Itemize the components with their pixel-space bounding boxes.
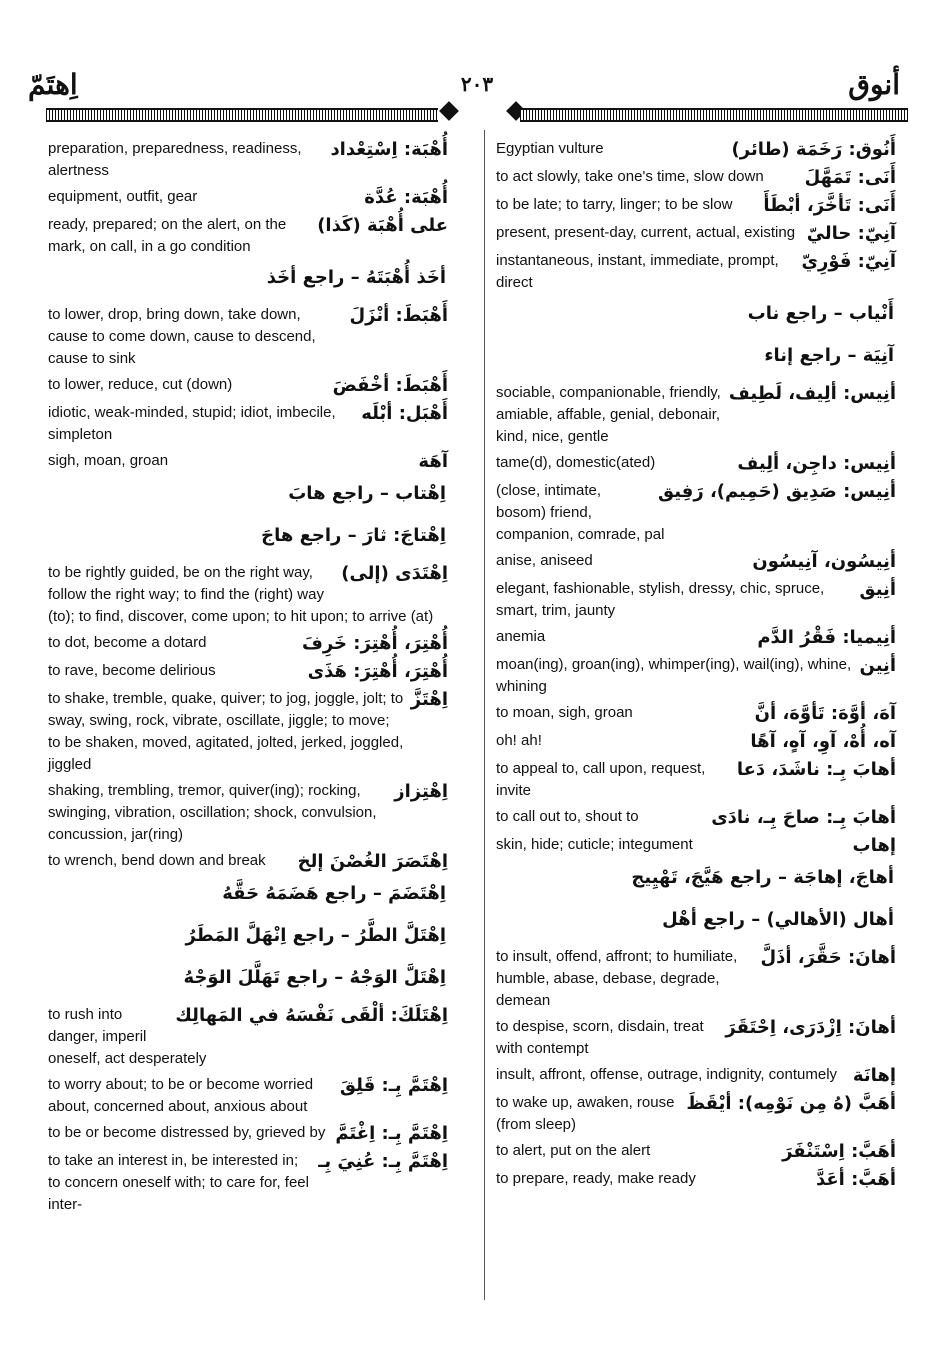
arabic-headword: أهانَ: اِزْدَرَى، اِحْتَقَرَ [725,1017,896,1038]
arabic-headword: اِهْتَلَّ الطَّرُ – راجع اِنْهَلَّ المَطَرُ [185,925,446,946]
dictionary-entry [496,862,896,898]
dictionary-entry [48,660,448,684]
dictionary-entry [496,452,896,476]
arabic-headword: أَنُوق: رَخَمَة (طائر) [731,139,896,160]
english-definition: idiotic, weak-minded, stupid; idiot, imbecile, simpleton [48,404,336,443]
arabic-headword: أهابَ بِـ: ناشَدَ، دَعا [736,759,896,780]
dictionary-entry [496,904,896,940]
arabic-headword: اِهْتَلَكَ: ألْقَى نَفْسَهُ في المَهالِك [175,1005,448,1026]
dictionary-entry [496,1092,896,1136]
dictionary-entry [496,138,896,162]
dictionary-entry [48,1004,448,1070]
arabic-headword: أَنَى: تَأخَّرَ، أبْطَأَ [763,195,896,216]
dictionary-entry [496,946,896,1012]
english-definition: to despise, scorn, disdain, treat with contempt [496,1018,704,1057]
english-definition: to call out to, shout to [496,808,639,825]
guide-word-left: اِهتَمّ [28,68,78,101]
dictionary-entry [48,562,448,628]
arabic-headword: أُهْتِرَ، أُهْتِرَ: هَذَى [307,661,448,682]
dictionary-entry [48,186,448,210]
dictionary-entry [496,758,896,802]
arabic-headword: أنِين [859,655,896,676]
english-definition: anemia [496,628,546,645]
header-rule-right [520,108,908,122]
arabic-headword: أهَبَّ: أعَدَّ [815,1169,896,1190]
arabic-headword: أهاجَ، إهاجَة – راجع هَيَّجَ، تَهْيِيج [631,867,894,888]
dictionary-entry [48,262,448,298]
dictionary-entry [496,702,896,726]
dictionary-entry [496,298,896,334]
arabic-headword: اِهْتَمَّ بِـ: اِغْتَمَّ [335,1123,448,1144]
dictionary-entry [496,480,896,546]
english-definition: to wake up, awaken, rouse (from sleep) [496,1094,675,1133]
arabic-headword: اِهْتَمَّ بِـ: عُنِيَ بِـ [318,1151,448,1172]
dictionary-entry [48,1074,448,1118]
arabic-headword: اِهْتَصَرَ الغُصْنَ إلخ [297,851,448,872]
dictionary-entry [496,340,896,376]
english-definition: shaking, trembling, tremor, quiver(ing); rocking, swinging, vibration, oscillation; shock, convulsion, concussion, jar(ring) [48,782,377,843]
right-column [496,138,896,1196]
english-definition: to be late; to tarry, linger; to be slow [496,196,733,213]
arabic-headword: أَنَى: تَمَهَّلَ [804,167,896,188]
arabic-headword: أنِيميا: فَقْرُ الدَّم [757,627,896,648]
english-definition: skin, hide; cuticle; integument [496,836,693,853]
arabic-headword: أخَذ أُهْبَتَهُ – راجع أخَذ [266,267,446,288]
arabic-headword: إهانَة [852,1065,896,1086]
guide-word-right: أنوق [848,68,900,101]
english-definition: moan(ing), groan(ing), whimper(ing), wail(ing), whine, whining [496,656,852,695]
arabic-headword: اِهْتِزاز [394,781,448,802]
english-definition: to wrench, bend down and break [48,852,266,869]
arabic-headword: أَهْبَل: أبْلَه [361,403,448,424]
dictionary-entry [496,730,896,754]
dictionary-entry [496,1168,896,1192]
dictionary-entry [496,1016,896,1060]
arabic-headword: أُهْبَة: اِسْتِعْداد [330,139,448,160]
english-definition: to rush into danger, imperil oneself, act desperately [48,1006,207,1067]
english-definition: elegant, fashionable, stylish, dressy, chic, spruce, smart, trim, jaunty [496,580,825,619]
arabic-headword: أنِيق [859,579,896,600]
arabic-headword: اِهْتَدَى (إلى) [341,563,448,584]
arabic-headword: آنِيّ: حاليّ [806,223,896,244]
english-definition: to act slowly, take one's time, slow down [496,168,764,185]
arabic-headword: أنِيس: صَدِيق (حَمِيم)، رَفِيق [657,481,896,502]
english-definition: to take an interest in, be interested in; to concern oneself with; to care for, feel inter- [48,1152,309,1213]
dictionary-entry [48,478,448,514]
dictionary-entry [496,626,896,650]
dictionary-entry [496,550,896,574]
english-definition: to moan, sigh, groan [496,704,633,721]
page-number: ٢٠٣ [460,72,494,96]
english-definition: to alert, put on the alert [496,1142,651,1159]
dictionary-entry [48,402,448,446]
arabic-headword: أُهْبَة: عُدَّة [364,187,448,208]
dictionary-entry [48,780,448,846]
arabic-headword: على أُهْبَة (كَذا) [317,215,448,236]
arabic-headword: أهانَ: حَقَّرَ، أذَلَّ [760,947,896,968]
arabic-headword: اِهْتاجَ: ثارَ – راجع هاجَ [261,525,446,546]
dictionary-entry [48,374,448,398]
dictionary-entry [496,1064,896,1088]
dictionary-entry [48,138,448,182]
english-definition: to lower, drop, bring down, take down, cause to come down, cause to descend, cause to sink [48,306,316,367]
dictionary-entry [496,222,896,246]
arabic-headword: أنِيسُون، آنِيسُون [752,551,896,572]
english-definition: to appeal to, call upon, request, invite [496,760,706,799]
arabic-headword: اِهْتَضَمَ – راجع هَضَمَهُ حَقَّهُ [222,883,446,904]
column-divider [484,130,485,1300]
arabic-headword: أهَبَّ (هُ مِن نَوْمِه): أيْقَظَ [686,1093,896,1114]
arabic-headword: اِهْتَمَّ بِـ: قَلِقَ [339,1075,448,1096]
dictionary-entry [48,632,448,656]
dictionary-entry [48,1150,448,1216]
dictionary-entry [496,806,896,830]
english-definition: oh! ah! [496,732,542,749]
arabic-headword: أُهْتِرَ، أُهْتِرَ: خَرِفَ [301,633,448,654]
dictionary-entry [496,578,896,622]
english-definition: to rave, become delirious [48,662,216,679]
arabic-headword: اِهْتَلَّ الوَجْهُ – راجع تَهَلَّلَ الوَجْهُ [183,967,446,988]
header-diamond-left [439,101,459,121]
dictionary-entry [48,214,448,258]
english-definition: sigh, moan, groan [48,452,169,469]
dictionary-entry [48,850,448,874]
english-definition: instantaneous, instant, immediate, prompt, direct [496,252,779,291]
english-definition: tame(d), domestic(ated) [496,454,656,471]
dictionary-entry [48,688,448,776]
arabic-headword: أنِيس: داجِن، ألِيف [737,453,896,474]
arabic-headword: أهابَ بِـ: صاحَ بِـ، نادَى [711,807,896,828]
dictionary-entry [48,920,448,956]
english-definition: ready, prepared; on the alert, on the mark, on call, in a go condition [48,216,287,255]
dictionary-entry [48,1122,448,1146]
english-definition: insult, affront, offense, outrage, indignity, contumely [496,1066,838,1083]
arabic-headword: إهاب [852,835,896,856]
arabic-headword: أَنْياب – راجع ناب [747,303,894,324]
arabic-headword: اِهْتَزَّ [410,689,448,710]
dictionary-entry [48,304,448,370]
english-definition: preparation, preparedness, readiness, alertness [48,140,302,179]
dictionary-entry [496,1140,896,1164]
dictionary-entry [496,166,896,190]
dictionary-entry [48,878,448,914]
english-definition: present, present-day, current, actual, existing [496,224,796,241]
arabic-headword: آهَة [418,451,448,472]
english-definition: to lower, reduce, cut (down) [48,376,233,393]
dictionary-entry [48,962,448,998]
english-definition: (close, intimate, bosom) friend, companion, comrade, pal [496,482,665,543]
arabic-headword: آنِيَة – راجع إناء [764,345,894,366]
arabic-headword: أَهْبَطَ: أخْفَضَ [332,375,448,396]
dictionary-entry [48,520,448,556]
arabic-headword: اِهْتاب – راجع هابَ [288,483,446,504]
english-definition: to prepare, ready, make ready [496,1170,696,1187]
arabic-headword: أَهْبَطَ: أنْزَلَ [349,305,448,326]
arabic-headword: آنِيّ: فَوْرِيّ [801,251,896,272]
english-definition: sociable, companionable, friendly, amiable, affable, genial, debonair, kind, nice, gentle [496,384,721,445]
arabic-headword: آه، أُهْ، آوِ، آهٍ، آهًا [750,731,896,752]
arabic-headword: آهَ، أوَّهَ: تَأوَّهَ، أنَّ [754,703,896,724]
arabic-headword: أهَبَّ: اِسْتَنْفَرَ [782,1141,896,1162]
left-column [48,138,448,1220]
arabic-headword: أهال (الأهالي) – راجع أهْل [662,909,894,930]
header-rule-left [46,108,438,122]
arabic-headword: أنِيس: ألِيف، لَطِيف [728,383,896,404]
english-definition: equipment, outfit, gear [48,188,198,205]
dictionary-entry [496,834,896,858]
english-definition: to shake, tremble, quake, quiver; to jog, joggle, jolt; to sway, swing, rock, vibrate, oscillate, jiggle; to move; to be shaken, moved, agitated, jolted, jerked, joggled, jiggled [48,690,404,773]
english-definition: to worry about; to be or become worried about, concerned about, anxious about [48,1076,314,1115]
english-definition: to be or become distressed by, grieved by [48,1124,326,1141]
dictionary-entry [496,194,896,218]
dictionary-entry [496,654,896,698]
english-definition: anise, aniseed [496,552,593,569]
english-definition: to be rightly guided, be on the right way, follow the right way; to find the (right) way (to); to find, discover, come upon; to hit upon; to arrive (at) [48,564,434,625]
dictionary-entry [48,450,448,474]
english-definition: to insult, offend, affront; to humiliate, humble, abase, debase, degrade, demean [496,948,738,1009]
dictionary-entry [496,382,896,448]
english-definition: Egyptian vulture [496,140,604,157]
english-definition: to dot, become a dotard [48,634,207,651]
dictionary-entry [496,250,896,294]
